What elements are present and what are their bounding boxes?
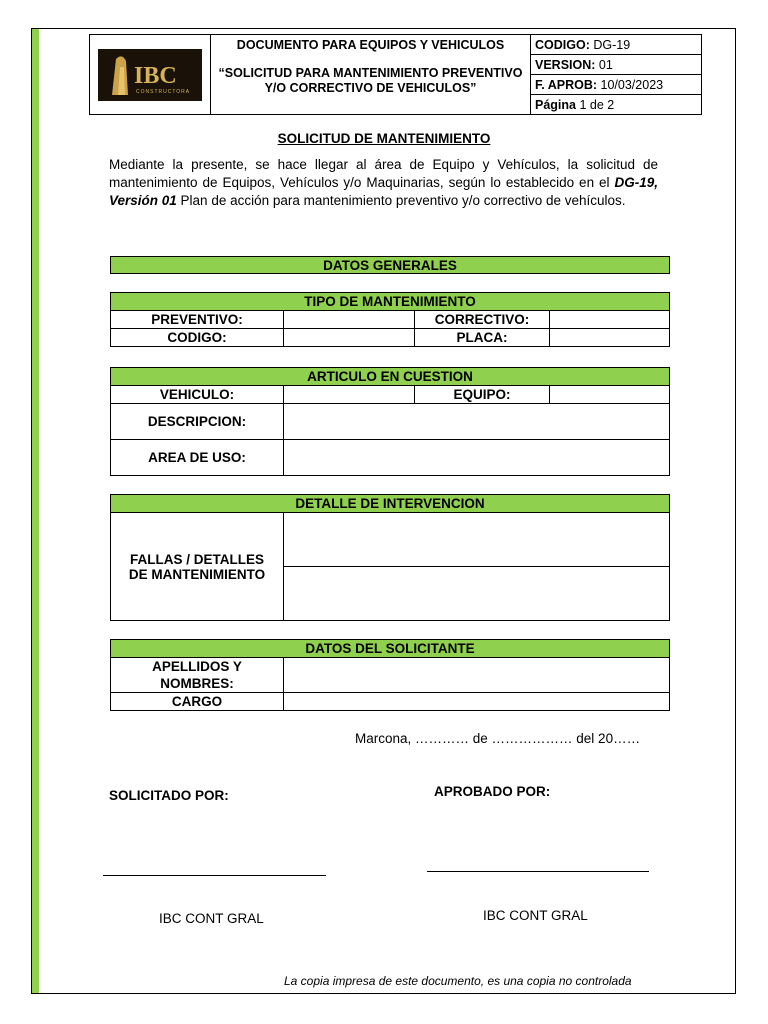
solicitante-header: DATOS DEL SOLICITANTE — [111, 640, 670, 658]
apellidos-label-line1: APELLIDOS Y — [152, 659, 242, 674]
aprob-label: F. APROB: — [535, 77, 598, 92]
articulo-header: ARTICULO EN CUESTION — [111, 368, 670, 386]
version-label: VERSION: — [535, 57, 596, 72]
svg-text:IBC: IBC — [134, 62, 177, 89]
fallas-label-line2: DE MANTENIMIENTO — [128, 566, 266, 582]
codigo-value: DG-19 — [593, 37, 631, 52]
doc-title: “SOLICITUD PARA MANTENIMIENTO PREVENTIVO Y/O CORRECTIVO DE VEHICULOS” — [218, 66, 523, 95]
preventivo-field[interactable] — [284, 311, 415, 329]
codigo-field[interactable] — [284, 329, 415, 347]
ibc-logo — [98, 49, 202, 101]
fallas-field-1[interactable] — [284, 513, 670, 567]
area-uso-label: AREA DE USO: — [111, 440, 284, 476]
descripcion-label: DESCRIPCION: — [111, 404, 284, 440]
aprobado-label: APROBADO POR: — [434, 784, 551, 799]
area-uso-field[interactable] — [284, 440, 670, 476]
descripcion-field[interactable] — [284, 404, 670, 440]
preventivo-label: PREVENTIVO: — [111, 311, 284, 329]
solicitante-table — [110, 639, 670, 711]
detalle-header: DETALLE DE INTERVENCION — [111, 495, 670, 513]
tipo-mantenimiento-table — [110, 292, 670, 347]
aprobado-name: IBC CONT GRAL — [483, 908, 588, 923]
placa-label: PLACA: — [415, 329, 550, 347]
header-title-cell — [211, 35, 531, 115]
aprobado-signature-line — [427, 871, 649, 872]
apellidos-label — [111, 658, 284, 693]
version-value: 01 — [598, 57, 613, 72]
codigo-label: CODIGO: — [111, 329, 284, 347]
solicitado-signature-line — [103, 875, 326, 876]
codigo-cell — [531, 35, 702, 55]
intro-paragraph — [109, 156, 658, 210]
doc-type: DOCUMENTO PARA EQUIPOS Y VEHICULOS — [236, 38, 505, 52]
version-cell — [531, 55, 702, 75]
fallas-label — [111, 513, 284, 621]
correctivo-field[interactable] — [550, 311, 670, 329]
fallas-label-line1: FALLAS / DETALLES — [130, 551, 264, 567]
intro-doc-reference: DG-19, Versión 01 — [109, 175, 658, 208]
datos-generales-bar — [110, 256, 670, 274]
fecha-line: Marcona, ………… de ……………… del 20…… — [355, 731, 641, 746]
document-header — [89, 34, 702, 115]
pagina-label: Página — [535, 97, 576, 112]
correctivo-label: CORRECTIVO: — [415, 311, 550, 329]
equipo-label: EQUIPO: — [415, 386, 550, 404]
solicitado-name: IBC CONT GRAL — [159, 911, 264, 926]
datos-generales-header: DATOS GENERALES — [111, 257, 670, 274]
cargo-field[interactable] — [284, 693, 670, 711]
pagina-cell — [531, 95, 702, 115]
intro-text-2: Plan de acción para mantenimiento preventivo y/o correctivo de vehículos. — [176, 193, 626, 208]
footer-note: La copia impresa de este documento, es una copia no controlada — [284, 974, 632, 988]
aprob-value: 10/03/2023 — [600, 77, 664, 92]
intro-text-1: Mediante la presente, se hace llegar al área de Equipo y Vehículos, la solicitud de mantenimiento de Equipos, Vehículos y/o Maquinarias, según lo establecido en el — [109, 157, 658, 190]
logo-cell — [90, 35, 211, 115]
articulo-table — [110, 367, 670, 476]
codigo-label: CODIGO: — [535, 37, 590, 52]
apellidos-label-line2: NOMBRES: — [160, 676, 234, 691]
detalle-table — [110, 494, 670, 621]
form-title: SOLICITUD DE MANTENIMIENTO — [277, 131, 491, 146]
placa-field[interactable] — [550, 329, 670, 347]
aprob-cell — [531, 75, 702, 95]
vehiculo-field[interactable] — [284, 386, 415, 404]
tipo-header: TIPO DE MANTENIMIENTO — [111, 293, 670, 311]
vehiculo-label: VEHICULO: — [111, 386, 284, 404]
apellidos-field[interactable] — [284, 658, 670, 693]
cargo-label: CARGO — [111, 693, 284, 711]
solicitado-label: SOLICITADO POR: — [109, 788, 229, 803]
pagina-value: 1 de 2 — [579, 97, 615, 112]
fallas-field-2[interactable] — [284, 567, 670, 621]
equipo-field[interactable] — [550, 386, 670, 404]
green-margin-strip — [32, 29, 39, 993]
building-logo-icon — [98, 49, 202, 101]
svg-text:CONSTRUCTORA: CONSTRUCTORA — [136, 88, 191, 95]
